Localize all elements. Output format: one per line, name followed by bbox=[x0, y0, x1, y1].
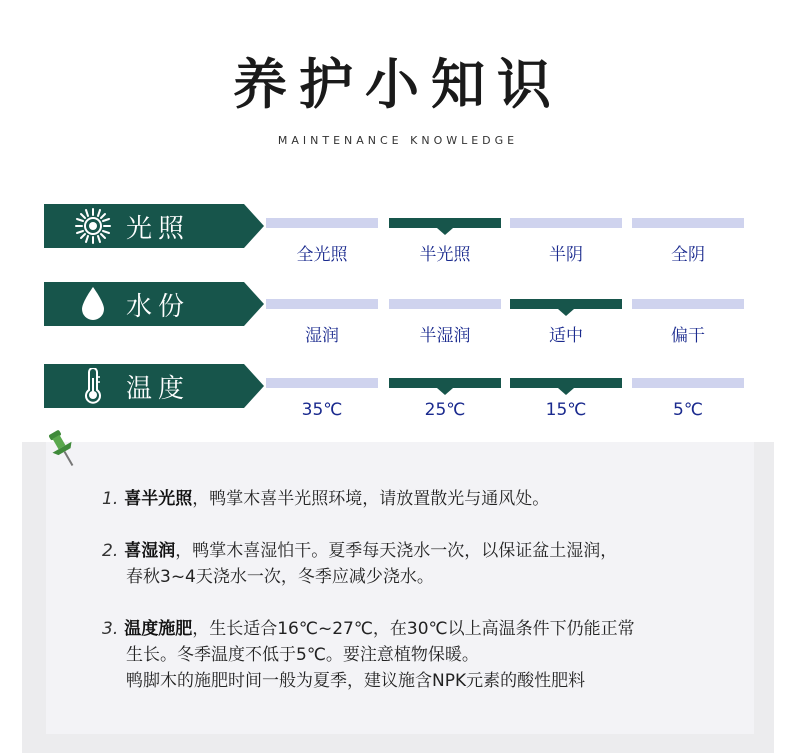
level-bar bbox=[510, 378, 622, 388]
option-5c bbox=[632, 378, 744, 420]
option-moderate bbox=[510, 299, 622, 346]
option-25c bbox=[389, 378, 501, 420]
level-bar bbox=[389, 218, 501, 228]
notes-panel bbox=[46, 442, 754, 734]
note-heading: 温度施肥 bbox=[124, 619, 193, 639]
option-full-light bbox=[266, 218, 378, 265]
level-bar bbox=[510, 218, 622, 228]
note-item bbox=[102, 616, 635, 694]
note-heading: 喜半光照 bbox=[124, 489, 193, 509]
note-number: 1. bbox=[102, 489, 119, 509]
tag-temperature bbox=[44, 364, 244, 408]
option-label: 35℃ bbox=[301, 400, 343, 420]
sun-icon bbox=[70, 204, 116, 248]
pushpin-icon bbox=[46, 428, 80, 474]
tag-light-label: 光照 bbox=[126, 213, 191, 244]
note-number: 2. bbox=[102, 541, 119, 561]
level-bar bbox=[632, 218, 744, 228]
option-label: 5℃ bbox=[673, 400, 703, 420]
note-heading: 喜湿润 bbox=[124, 541, 176, 561]
page-subtitle: MAINTENANCE KNOWLEDGE bbox=[277, 134, 519, 147]
option-label: 全阴 bbox=[671, 245, 705, 265]
option-half-moist bbox=[389, 299, 501, 346]
tag-water-label: 水份 bbox=[126, 291, 191, 322]
note-text: 春秋3~4天浇水一次，冬季应减少浇水。 bbox=[126, 567, 434, 587]
page-title: 养护小知识 bbox=[233, 53, 563, 116]
option-half-light bbox=[389, 218, 501, 265]
option-label: 25℃ bbox=[424, 400, 466, 420]
option-label: 15℃ bbox=[545, 400, 587, 420]
level-bar bbox=[632, 299, 744, 309]
row-light bbox=[22, 196, 774, 278]
option-label: 偏干 bbox=[671, 326, 705, 346]
option-label: 全光照 bbox=[296, 245, 348, 265]
level-bar bbox=[266, 299, 378, 309]
header-card bbox=[22, 0, 774, 196]
level-bar bbox=[389, 299, 501, 309]
note-text: 鸭脚木的施肥时间一般为夏季，建议施含NPK元素的酸性肥料 bbox=[126, 671, 586, 691]
option-label: 半光照 bbox=[419, 245, 471, 265]
note-text: 生长。冬季温度不低于5℃。要注意植物保暖。 bbox=[126, 645, 479, 665]
level-bar bbox=[389, 378, 501, 388]
page-frame bbox=[22, 0, 774, 753]
option-full-shade bbox=[632, 218, 744, 265]
option-35c bbox=[266, 378, 378, 420]
tag-light bbox=[44, 204, 244, 248]
note-text: ，鸭掌木喜湿怕干。夏季每天浇水一次，以保证盆土湿润， bbox=[175, 541, 618, 561]
tag-water bbox=[44, 282, 244, 326]
water-drop-icon bbox=[70, 282, 116, 326]
option-label: 半阴 bbox=[549, 245, 583, 265]
option-dry bbox=[632, 299, 744, 346]
thermometer-icon bbox=[70, 364, 116, 408]
level-bar bbox=[266, 218, 378, 228]
option-half-shade bbox=[510, 218, 622, 265]
option-label: 湿润 bbox=[305, 326, 339, 346]
note-item bbox=[102, 486, 549, 512]
option-label: 半湿润 bbox=[419, 326, 471, 346]
row-water bbox=[22, 278, 774, 360]
option-moist bbox=[266, 299, 378, 346]
option-15c bbox=[510, 378, 622, 420]
note-text: ，鸭掌木喜半光照环境，请放置散光与通风处。 bbox=[192, 489, 550, 509]
row-temperature bbox=[22, 360, 774, 442]
level-bar bbox=[632, 378, 744, 388]
level-bar bbox=[510, 299, 622, 309]
level-bar bbox=[266, 378, 378, 388]
option-label: 适中 bbox=[549, 326, 583, 346]
note-number: 3. bbox=[102, 619, 119, 639]
note-text: ，生长适合16℃~27℃，在30℃以上高温条件下仍能正常 bbox=[192, 619, 635, 639]
note-item bbox=[102, 538, 617, 590]
tag-temperature-label: 温度 bbox=[126, 373, 191, 404]
